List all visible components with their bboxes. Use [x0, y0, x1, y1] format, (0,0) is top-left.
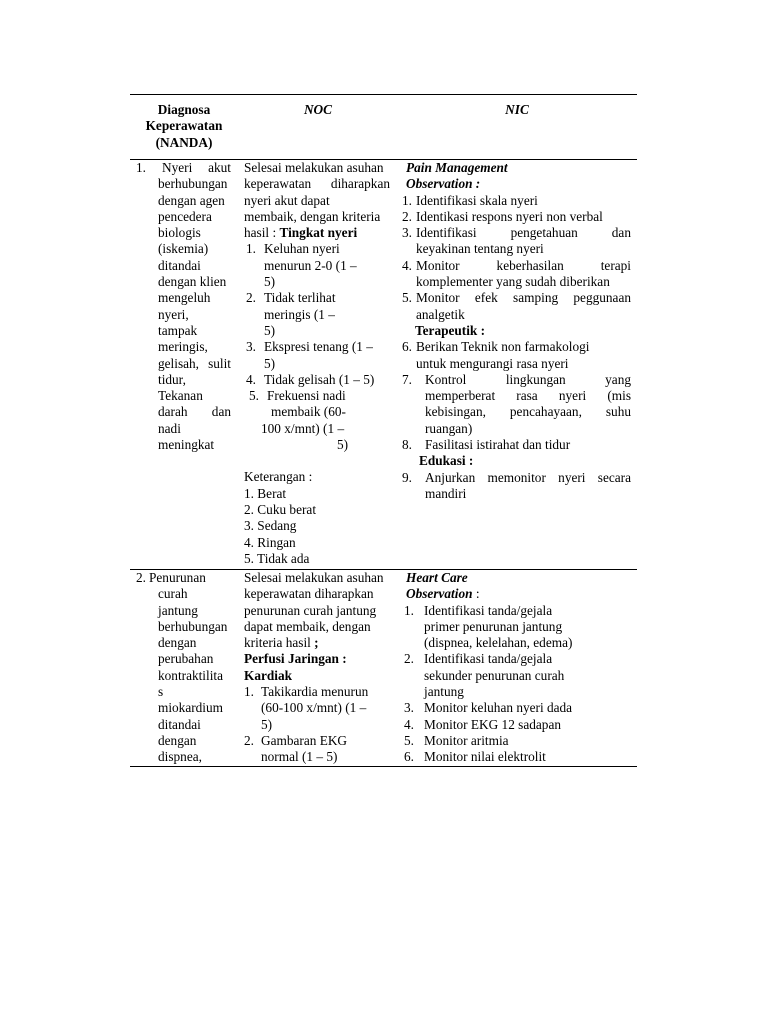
nic-item-number: 5. [404, 732, 414, 748]
nic-terapeutik-label: Terapeutik : [415, 322, 486, 338]
nic-item-text [425, 470, 631, 503]
nanda-line: darah dan [158, 404, 231, 420]
noc-item-text [264, 241, 390, 290]
nic-item-number: 7. [402, 371, 412, 387]
nic-item-line: Monitor nilai elektrolit [424, 749, 546, 765]
nic-item-text [424, 749, 631, 765]
noc-item [244, 290, 390, 339]
nic-item [402, 733, 631, 749]
noc-item-text [264, 339, 390, 372]
nic-item [402, 225, 631, 258]
noc-item-line: meringis (1 – [264, 306, 335, 322]
row1-nic-cell [402, 160, 631, 502]
nic-item [402, 700, 631, 716]
noc-item-line: Tidak gelisah (1 – 5) [264, 371, 375, 387]
noc-scale-item: 4. Ringan [244, 534, 296, 550]
noc-item-text [261, 733, 390, 766]
nanda-line: mengeluh [158, 290, 211, 306]
nic-item-line: kebisingan, pencahayaan, suhu [425, 404, 631, 420]
table-bottom-rule [130, 766, 637, 767]
nic-item-line: Kontrol lingkungan yang [425, 371, 631, 387]
nic-item-line: Monitor keluhan nyeri dada [424, 700, 573, 716]
nanda-line: berhubungan [158, 176, 228, 192]
noc-outcome-title: Perfusi Jaringan : [244, 651, 347, 667]
nic-item-line: primer penurunan jantung [424, 618, 563, 634]
nic-item-number: 4. [402, 257, 412, 273]
nic-item-line: Identikasi respons nyeri non verbal [416, 208, 603, 224]
noc-outcome-title: Kardiak [244, 667, 293, 683]
noc-scale-item: 2. Cuku berat [244, 501, 317, 517]
nic-item-line: mandiri [425, 485, 467, 501]
noc-item-line: menurun 2-0 (1 – [264, 257, 357, 273]
nic-item-line: (dispnea, kelelahan, edema) [424, 635, 573, 651]
nanda-line: nadi [158, 420, 181, 436]
noc-item-number: 5. [249, 388, 259, 404]
nic-item [402, 603, 631, 652]
nanda-line: tampak [158, 322, 198, 338]
noc-item-number: 2. [246, 290, 256, 306]
nanda-line: biologis [158, 225, 201, 241]
noc-item [244, 388, 390, 453]
nanda-line: nyeri, [158, 306, 189, 322]
noc-outcome-title: Tingkat nyeri [279, 225, 358, 241]
nanda-line: dengan [158, 732, 197, 748]
noc-intro-line: Selesai melakukan asuhan [244, 160, 384, 175]
nanda-line: ditandai [158, 716, 201, 732]
nic-item-line: komplementer yang sudah diberikan [416, 274, 610, 290]
nic-item-text [424, 651, 631, 700]
nic-item-line: Monitor efek samping peggunaan [416, 290, 631, 306]
noc-item-number: 3. [246, 339, 256, 355]
noc-intro-line: nyeri akut dapat [244, 192, 330, 208]
nic-item-line: ruangan) [425, 420, 473, 436]
nanda-line: Nyeri akut [162, 160, 231, 175]
nic-observation-label: Observation [406, 586, 473, 602]
noc-scale-item: 1. Berat [244, 485, 287, 501]
nic-item-line: Monitor EKG 12 sadapan [424, 716, 562, 732]
nanda-line: ditandai [158, 257, 201, 273]
nic-item-text [416, 290, 631, 323]
nic-item-line: keyakinan tentang nyeri [416, 241, 544, 257]
nanda-line: tidur, [158, 371, 186, 387]
nic-item-line: sekunder penurunan curah [424, 667, 565, 683]
nic-observation-colon: : [475, 586, 480, 602]
nic-item-number: 4. [404, 716, 414, 732]
nanda-line: dengan agen [158, 192, 225, 208]
nic-item-line: memperberat rasa nyeri (mis [425, 388, 631, 404]
noc-intro-semicolon: ; [314, 635, 319, 651]
nic-item-number: 5. [402, 290, 412, 306]
noc-intro-tail: hasil : [244, 225, 277, 241]
nic-item [402, 372, 631, 437]
nic-item-number: 3. [404, 700, 414, 716]
noc-scale-item: 5. Tidak ada [244, 550, 310, 566]
nic-item-line: Identifikasi tanda/gejala [424, 602, 553, 618]
nic-item-number: 6. [402, 339, 412, 355]
noc-intro-line: keperawatan diharapkan [244, 176, 390, 192]
noc-intro-line [244, 635, 390, 651]
nanda-line: (iskemia) [158, 241, 209, 257]
nic-edukasi-label: Edukasi : [419, 453, 474, 469]
row2-nanda-cell [149, 570, 231, 766]
nic-item [402, 209, 631, 225]
noc-item-line: Takikardia menurun [261, 684, 369, 700]
row2-nanda-number: 2. [136, 570, 146, 585]
nic-item-line: jantung [424, 684, 464, 700]
nic-item-line: Identifikasi pengetahuan dan [416, 225, 631, 241]
header-nanda-line: Diagnosa [157, 102, 211, 117]
nanda-line: jantung [158, 602, 198, 618]
nanda-line: dengan klien [158, 274, 227, 290]
row1-noc-cell [244, 160, 390, 567]
nic-item-text [424, 603, 631, 652]
noc-intro-line: membaik, dengan kriteria [244, 208, 381, 224]
noc-item-line: Gambaran EKG [261, 732, 348, 748]
nic-item-number: 1. [402, 192, 412, 208]
noc-item [244, 339, 390, 372]
nanda-line: Penurunan [149, 570, 206, 585]
nic-item-text [424, 733, 631, 749]
nic-item [402, 717, 631, 733]
nanda-line: kontraktilita [158, 667, 223, 683]
noc-item-line: (60-100 x/mnt) (1 – [261, 700, 367, 716]
noc-item-number: 1. [244, 684, 254, 700]
noc-intro-line: dapat membaik, dengan [244, 618, 371, 634]
noc-item-number: 4. [246, 371, 256, 387]
nanda-line: berhubungan [158, 618, 228, 634]
row1-nanda-number: 1. [136, 160, 146, 175]
nic-item-line: analgetik [416, 306, 465, 322]
row2-nic-cell [402, 570, 631, 766]
nic-item-line: Fasilitasi istirahat dan tidur [425, 437, 571, 453]
nic-item-number: 2. [402, 208, 412, 224]
nic-item [402, 437, 631, 453]
noc-item [244, 684, 390, 733]
noc-item [244, 733, 390, 766]
nic-item-number: 9. [402, 469, 412, 485]
nic-section-title: Pain Management [406, 160, 508, 175]
nic-item [402, 193, 631, 209]
noc-scale-item: 3. Sedang [244, 518, 297, 534]
nic-item-number: 6. [404, 749, 414, 765]
nic-item-text [416, 193, 631, 209]
noc-keterangan-label: Keterangan : [244, 469, 313, 485]
noc-item [244, 372, 390, 388]
nic-item-line: Anjurkan memonitor nyeri secara [425, 469, 631, 485]
nic-item-number: 1. [404, 602, 414, 618]
nic-item-text [425, 372, 631, 437]
nic-item-text [424, 700, 631, 716]
header-noc: NOC [303, 102, 333, 117]
nanda-line: meringis, [158, 339, 208, 355]
nic-item [402, 651, 631, 700]
nanda-line: dispnea, [158, 749, 202, 765]
row2-noc-cell [244, 570, 390, 766]
noc-item-text [264, 290, 390, 339]
noc-item-line: 5) [261, 716, 273, 732]
noc-item-line: Frekuensi nadi [267, 388, 346, 404]
nic-section-title: Heart Care [406, 570, 468, 585]
noc-item-line: 100 x/mnt) (1 – [261, 420, 345, 436]
nanda-line: meningkat [158, 437, 215, 453]
noc-item-line: normal (1 – 5) [261, 749, 338, 765]
noc-intro-line [244, 225, 390, 241]
noc-item-line: Ekspresi tenang (1 – [264, 339, 373, 355]
nic-item-line: Berikan Teknik non farmakologi [416, 339, 590, 355]
nanda-line: miokardium [158, 700, 223, 716]
nic-item-number: 2. [404, 651, 414, 667]
nic-item [402, 470, 631, 503]
nic-item-text [416, 209, 631, 225]
noc-intro-line: keperawatan diharapkan [244, 586, 374, 602]
nic-item-text [416, 339, 631, 372]
row1-nanda-cell [158, 160, 231, 453]
spacer [244, 453, 390, 469]
nic-item [402, 258, 631, 291]
noc-item-line: Keluhan nyeri [264, 241, 340, 257]
nic-item-number: 8. [402, 437, 412, 453]
table-top-rule [130, 94, 637, 95]
header-nic: NIC [505, 102, 529, 117]
noc-item-text [261, 388, 390, 453]
nic-item-line: Monitor keberhasilan terapi [416, 257, 631, 273]
noc-intro-line: Selesai melakukan asuhan [244, 570, 384, 585]
nic-item-number: 3. [402, 225, 412, 241]
nanda-line: dengan [158, 635, 197, 651]
noc-item-line: 5) [264, 355, 276, 371]
noc-item-line: membaik (60- [271, 404, 346, 420]
nic-observation-label: Observation : [406, 176, 481, 192]
nic-observation-line [402, 586, 631, 602]
nanda-line: perubahan [158, 651, 214, 667]
noc-item-line: Tidak terlihat [264, 290, 336, 306]
nanda-line: pencedera [158, 208, 212, 224]
noc-item-number: 2. [244, 732, 254, 748]
noc-item-text [264, 372, 390, 388]
noc-item-line: 5) [337, 437, 349, 453]
nic-item-line: untuk mengurangi rasa nyeri [416, 355, 569, 371]
nic-item-text [416, 225, 631, 258]
nic-item [402, 339, 631, 372]
nic-item [402, 290, 631, 323]
noc-item-text [261, 684, 390, 733]
noc-item-number: 1. [246, 241, 256, 257]
nic-item [402, 749, 631, 765]
nanda-line: s [158, 684, 164, 700]
nic-item-text [416, 258, 631, 291]
nic-item-line: Identifikasi tanda/gejala [424, 651, 553, 667]
nic-item-line: Identifikasi skala nyeri [416, 192, 538, 208]
nanda-line: curah [158, 586, 188, 602]
nic-item-line: Monitor aritmia [424, 732, 509, 748]
noc-item-line: 5) [264, 322, 276, 338]
nanda-line: gelisah, sulit [158, 355, 231, 371]
header-nanda [134, 102, 234, 151]
nanda-line: Tekanan [158, 388, 203, 404]
nic-item-text [425, 437, 631, 453]
noc-intro-tail: kriteria hasil [244, 635, 311, 651]
noc-intro-line: penurunan curah jantung [244, 602, 377, 618]
header-nanda-line: (NANDA) [155, 134, 213, 150]
header-nanda-line: Keperawatan [145, 118, 223, 134]
noc-item-line: 5) [264, 274, 276, 290]
nic-item-text [424, 717, 631, 733]
noc-item [244, 241, 390, 290]
